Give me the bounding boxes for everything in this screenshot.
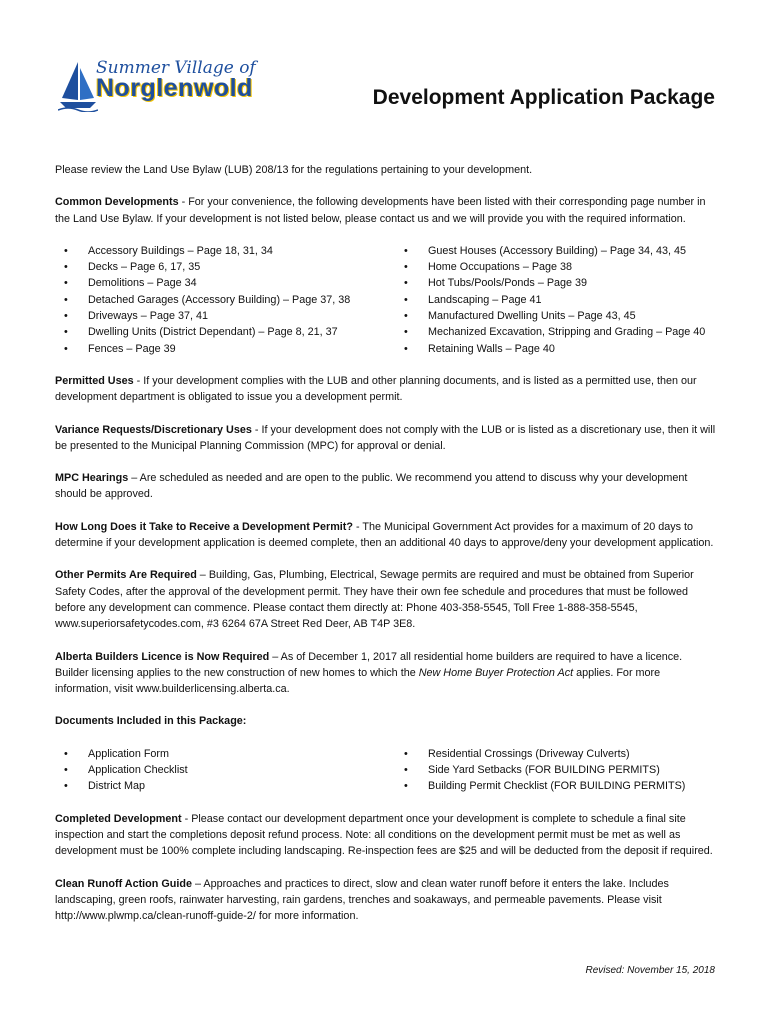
howlong-text: - The Municipal Government Act provides for a maximum of 20 days to determine if your development application is deemed complete, then an additional 40 days to approve/deny your development application.: [55, 520, 714, 550]
list-item: • Building Permit Checklist (FOR BUILDING PERMITS): [395, 778, 685, 794]
list-item: • Demolitions – Page 34: [55, 275, 395, 291]
list-item: • Fences – Page 39: [55, 341, 395, 357]
common-heading: Common Developments: [55, 196, 179, 209]
list-item: • Detached Garages (Accessory Building) – Page 37, 38: [55, 292, 395, 308]
clean-runoff-paragraph: [55, 876, 717, 925]
mpc-text: – Are scheduled as needed and are open to the public. We recommend you attend to discuss why your development should be approved.: [55, 472, 688, 501]
list-item: • Hot Tubs/Pools/Ponds – Page 39: [395, 275, 705, 291]
common-text: - For your convenience, the following developments have been listed with their corresponding page number in the Land Use Bylaw. If your development is not listed below, please contact us and we will provide you with the required information.: [55, 196, 706, 225]
list-item: • Mechanized Excavation, Stripping and Grading – Page 40: [395, 324, 705, 340]
list-item: • Home Occupations – Page 38: [395, 259, 705, 275]
act-name: New Home Buyer Protection Act: [418, 666, 574, 679]
list-item: • Residential Crossings (Driveway Culverts): [395, 746, 685, 762]
variance-paragraph: [55, 422, 717, 455]
other-heading: Other Permits Are Required: [55, 569, 197, 582]
mpc-heading: MPC Hearings: [55, 472, 129, 485]
other-permits-paragraph: [55, 567, 717, 632]
list-item: • Manufactured Dwelling Units – Page 43, 45: [395, 308, 705, 324]
documents-heading: [55, 713, 717, 729]
alberta-heading: Alberta Builders Licence is Now Required: [55, 650, 270, 663]
common-developments-paragraph: [55, 194, 717, 227]
runoff-text: – Approaches and practices to direct, slow and clean water runoff before it enters the lake. Includes landscaping, green roofs, rainwater harvesting, rain gardens, trenches and soakaways, and permeable pavements. Please visit http://www.plwmp.ca/clean-runoff-guide-2/ for more information.: [55, 877, 669, 923]
howlong-heading: How Long Does it Take to Receive a Development Permit?: [55, 520, 353, 533]
completed-heading: Completed Development: [55, 812, 182, 825]
list-item: • Dwelling Units (District Dependant) – Page 8, 21, 37: [55, 324, 395, 340]
documents-left-column: [55, 746, 395, 795]
alberta-text2: applies. For more information, visit www.builderlicensing.alberta.ca.: [55, 666, 661, 696]
sailboat-icon: [58, 60, 98, 112]
intro-paragraph: Please review the Land Use Bylaw (LUB) 208/13 for the regulations pertaining to your development.: [55, 164, 533, 176]
logo-line1: Summer Village of: [96, 58, 256, 78]
page-title: Development Application Package: [372, 86, 715, 109]
developments-right-column: [395, 243, 705, 357]
list-item: • Landscaping – Page 41: [395, 292, 705, 308]
list-item: • Application Form: [55, 746, 395, 762]
list-item: • Decks – Page 6, 17, 35: [55, 259, 395, 275]
developments-list: [55, 243, 717, 357]
variance-text: - If your development does not comply with the LUB or is listed as a discretionary use, then it will be presented to the Municipal Planning Commission (MPC) for approval or denial.: [55, 423, 716, 452]
list-item: • District Map: [55, 778, 395, 794]
variance-heading: Variance Requests/Discretionary Uses: [55, 423, 252, 436]
list-item: • Driveways – Page 37, 41: [55, 308, 395, 324]
alberta-licence-paragraph: [55, 649, 717, 698]
documents-list: [55, 746, 717, 795]
list-item: • Accessory Buildings – Page 18, 31, 34: [55, 243, 395, 259]
documents-heading-text: Documents Included in this Package:: [55, 715, 247, 728]
list-item: • Side Yard Setbacks (FOR BUILDING PERMITS): [395, 762, 685, 778]
logo-line2: Norglenwold: [96, 74, 253, 102]
list-item: • Application Checklist: [55, 762, 395, 778]
alberta-text1: – As of December 1, 2017 all residential home builders are required to have a licence. Builder licensing applies to the new construction of new homes to which the: [55, 650, 683, 679]
documents-right-column: [395, 746, 685, 795]
revised-date: Revised: November 15, 2018: [585, 965, 715, 976]
list-item: • Guest Houses (Accessory Building) – Page 34, 43, 45: [395, 243, 705, 259]
permitted-uses-paragraph: [55, 373, 717, 406]
how-long-paragraph: [55, 519, 717, 552]
mpc-hearings-paragraph: [55, 470, 717, 503]
completed-development-paragraph: [55, 811, 717, 860]
developments-left-column: [55, 243, 395, 357]
list-item: • Retaining Walls – Page 40: [395, 341, 705, 357]
other-text: – Building, Gas, Plumbing, Electrical, Sewage permits are required and must be obtained from Superior Safety Codes, after the approval of the development permit. They have their own fee schedule and procedures that must be followed before any development can commence. Please contact them directly at: Phone 403-358-5545, Toll Free 1-888-358-5545, www.superiorsafetycodes.com, #3 6264 67A Street Red Deer, AB T4P 3E8.: [55, 569, 694, 631]
summer-village-logo: [58, 58, 283, 113]
completed-text: - Please contact our development department once your development is complete to schedule a final site inspection and start the completions deposit refund process. Note: all conditions on the development permit must be met as well as development must be 100% complete including landscaping. Re-inspection fees are $25 and will be deducted from the deposit if required.: [55, 812, 713, 858]
permitted-text: - If your development complies with the LUB and other planning documents, and is listed as a permitted use, then our development department is obligated to issue you a development permit.: [55, 374, 697, 404]
runoff-heading: Clean Runoff Action Guide: [55, 877, 192, 890]
document-body: [55, 162, 717, 940]
permitted-heading: Permitted Uses: [55, 374, 134, 387]
